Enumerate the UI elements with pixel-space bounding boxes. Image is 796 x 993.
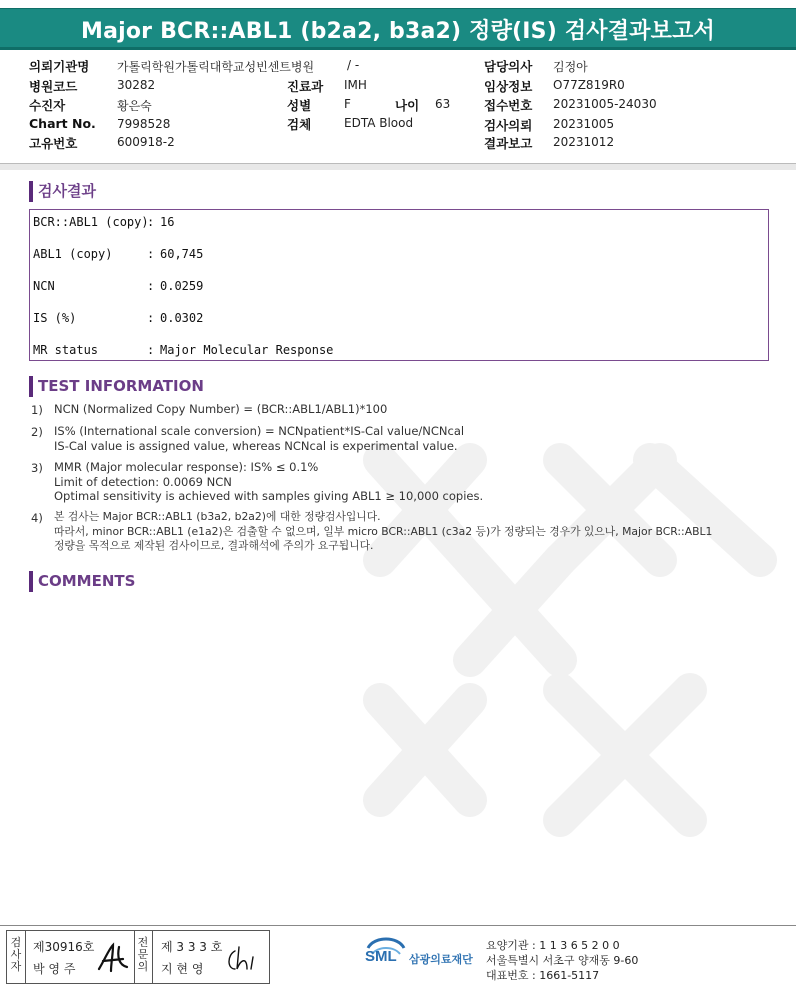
report-title-bar bbox=[0, 8, 796, 50]
test-info-line: 정량을 목적으로 제작된 검사이므로, 결과해석에 주의가 요구됩니다. bbox=[54, 539, 374, 552]
test-info-line: Optimal sensitivity is achieved with samples giving ABL1 ≥ 10,000 copies. bbox=[54, 489, 484, 503]
confirmer-role: 전 문 의 bbox=[137, 936, 149, 973]
value-specimen: EDTA Blood bbox=[344, 116, 414, 130]
label-request-date: 검사의뢰 bbox=[484, 118, 533, 133]
result-colon: : bbox=[147, 215, 155, 229]
value-clinical-info: O77Z819R0 bbox=[553, 78, 625, 92]
label-sex: 성별 bbox=[287, 98, 312, 113]
value-request-date: 20231005 bbox=[553, 117, 615, 131]
value-report-date: 20231012 bbox=[553, 135, 615, 149]
value-physician: 김정아 bbox=[553, 60, 588, 74]
label-clinical-info: 임상정보 bbox=[484, 79, 533, 94]
test-info-number: 4) bbox=[31, 511, 43, 525]
value-requesting-org: 가톨릭학원가톨릭대학교성빈센트병원 bbox=[117, 60, 315, 74]
label-accession-no: 접수번호 bbox=[484, 98, 533, 113]
test-info-line: 따라서, minor BCR::ABL1 (e1a2)은 검출할 수 없으며, 일부 micro BCR::ABL1 (c3a2 등)가 정량되는 경우가 있으나, Major BCR::ABL1 bbox=[54, 524, 713, 538]
label-patient-name: 수진자 bbox=[29, 98, 66, 113]
label-specimen: 검체 bbox=[287, 117, 312, 132]
result-colon: : bbox=[147, 279, 155, 293]
test-info-number: 2) bbox=[31, 425, 43, 439]
label-department: 진료과 bbox=[287, 79, 324, 94]
test-info-line: 본 검사는 Major BCR::ABL1 (b3a2, b2a2)에 대한 정량검사입니다. bbox=[54, 510, 381, 523]
result-label-mr-status: MR status bbox=[33, 343, 99, 357]
org-code: 요양기관 : 1 1 3 6 5 2 0 0 bbox=[486, 939, 620, 952]
label-age: 나이 bbox=[395, 98, 420, 113]
test-info-number: 3) bbox=[31, 461, 43, 475]
org-phone: 대표번호 : 1661-5117 bbox=[486, 969, 600, 982]
org-address: 서울특별시 서초구 양재동 9-60 bbox=[486, 954, 639, 967]
label-physician: 담당의사 bbox=[484, 59, 533, 74]
result-value-mr-status: Major Molecular Response bbox=[160, 343, 334, 357]
confirmer-license: 제 3 3 3 호 bbox=[161, 940, 223, 954]
examiner-role: 검 사 자 bbox=[10, 936, 22, 973]
label-chart-no: Chart No. bbox=[29, 116, 96, 131]
result-colon: : bbox=[147, 311, 155, 325]
footer-divider bbox=[0, 925, 796, 926]
results-heading: 검사결과 bbox=[29, 181, 96, 202]
label-hospital-code: 병원코드 bbox=[29, 79, 78, 94]
value-chart-no: 7998528 bbox=[117, 117, 171, 131]
label-requesting-org: 의뢰기관명 bbox=[29, 59, 90, 74]
results-box bbox=[29, 209, 769, 361]
test-info-number: 1) bbox=[31, 403, 43, 417]
test-info-item bbox=[54, 510, 712, 554]
value-ward: / - bbox=[347, 58, 360, 72]
value-sex: F bbox=[344, 97, 351, 111]
confirmer-name: 지 현 영 bbox=[161, 962, 204, 976]
test-info-item bbox=[54, 424, 464, 453]
result-value-is: 0.0302 bbox=[160, 311, 204, 325]
label-report-date: 결과보고 bbox=[484, 136, 533, 151]
test-info-line: IS% (International scale conversion) = NCNpatient*IS-Cal value/NCNcal bbox=[54, 424, 465, 438]
test-info-item bbox=[54, 402, 387, 417]
confirmer-signature bbox=[225, 943, 261, 975]
header-divider bbox=[0, 163, 796, 170]
examiner-signature bbox=[97, 941, 131, 975]
result-label-bcr-abl1: BCR::ABL1 (copy) bbox=[33, 215, 149, 229]
value-department: IMH bbox=[344, 78, 367, 92]
examiner-name: 박 영 주 bbox=[33, 962, 76, 976]
result-label-is: IS (%) bbox=[33, 311, 77, 325]
value-age: 63 bbox=[435, 97, 451, 111]
signature-box bbox=[6, 930, 270, 984]
test-info-line: Limit of detection: 0.0069 NCN bbox=[54, 474, 232, 489]
result-colon: : bbox=[147, 343, 155, 357]
logo-mark: SML bbox=[365, 948, 397, 965]
label-unique-no: 고유번호 bbox=[29, 136, 78, 151]
result-label-ncn: NCN bbox=[33, 279, 55, 293]
value-unique-no: 600918-2 bbox=[117, 135, 175, 149]
test-info-heading: TEST INFORMATION bbox=[29, 376, 204, 397]
result-value-ncn: 0.0259 bbox=[160, 279, 204, 293]
logo-text: 삼광의료재단 bbox=[409, 953, 473, 966]
result-value-abl1: 60,745 bbox=[160, 247, 204, 261]
test-info-line: MMR (Major molecular response): IS% ≤ 0.1% bbox=[54, 460, 319, 474]
test-info-item bbox=[54, 460, 483, 504]
value-accession-no: 20231005-24030 bbox=[553, 97, 657, 111]
test-info-line: IS-Cal value is assigned value, whereas NCNcal is experimental value. bbox=[54, 438, 458, 453]
result-label-abl1: ABL1 (copy) bbox=[33, 247, 113, 261]
value-hospital-code: 30282 bbox=[117, 78, 156, 92]
examiner-license: 제30916호 bbox=[33, 940, 95, 954]
value-patient-name: 황은숙 bbox=[117, 99, 152, 113]
report-title: Major BCR::ABL1 (b2a2, b3a2) 정량(IS) 검사결과보고서 bbox=[80, 19, 715, 44]
test-info-line: NCN (Normalized Copy Number) = (BCR::ABL1/ABL1)*100 bbox=[54, 402, 388, 416]
result-value-bcr-abl1: 16 bbox=[160, 215, 175, 229]
result-colon: : bbox=[147, 247, 155, 261]
comments-heading: COMMENTS bbox=[29, 571, 135, 592]
